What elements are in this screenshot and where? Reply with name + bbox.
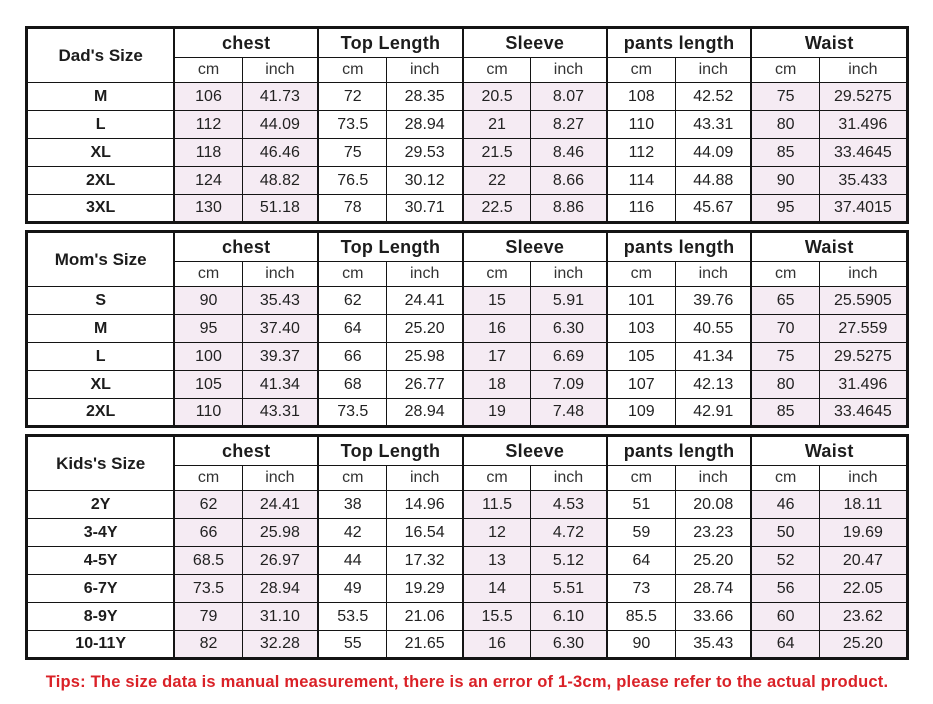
table-row [27,603,908,631]
size-cell: 19.69 [819,519,907,547]
size-label: L [27,111,175,139]
size-cell: 35.43 [676,631,752,659]
size-cell: 90 [751,167,819,195]
size-cell: 5.51 [531,575,607,603]
size-cell: 44.88 [676,167,752,195]
size-cell: 5.12 [531,547,607,575]
size-cell: 8.66 [531,167,607,195]
unit-header: cm [607,466,676,491]
size-table [25,434,909,660]
unit-header: cm [174,466,242,491]
size-cell: 14.96 [387,491,463,519]
size-cell: 6.30 [531,631,607,659]
table-row [27,111,908,139]
size-cell: 56 [751,575,819,603]
size-cell: 14 [463,575,531,603]
unit-header: inch [531,58,607,83]
size-cell: 8.46 [531,139,607,167]
size-cell: 43.31 [242,399,318,427]
size-cell: 30.12 [387,167,463,195]
size-cell: 25.98 [242,519,318,547]
unit-header: cm [463,58,531,83]
size-cell: 23.23 [676,519,752,547]
size-cell: 51.18 [242,195,318,223]
size-cell: 95 [751,195,819,223]
unit-header: cm [318,58,387,83]
column-group-header: Top Length [318,28,463,58]
size-cell: 22.5 [463,195,531,223]
size-cell: 82 [174,631,242,659]
column-group-header: Sleeve [463,232,607,262]
size-cell: 51 [607,491,676,519]
size-label: M [27,83,175,111]
size-cell: 31.496 [819,111,907,139]
size-cell: 21.65 [387,631,463,659]
size-cell: 6.10 [531,603,607,631]
table-row [27,343,908,371]
size-cell: 76.5 [318,167,387,195]
size-cell: 18.11 [819,491,907,519]
size-cell: 40.55 [676,315,752,343]
size-cell: 85 [751,139,819,167]
unit-header: cm [174,262,242,287]
size-cell: 90 [174,287,242,315]
size-cell: 118 [174,139,242,167]
size-cell: 25.20 [676,547,752,575]
size-cell: 26.77 [387,371,463,399]
size-cell: 7.48 [531,399,607,427]
size-cell: 106 [174,83,242,111]
size-cell: 28.94 [387,111,463,139]
size-cell: 35.433 [819,167,907,195]
size-cell: 42.91 [676,399,752,427]
size-cell: 44.09 [676,139,752,167]
size-label: 10-11Y [27,631,175,659]
size-cell: 70 [751,315,819,343]
size-cell: 12 [463,519,531,547]
size-cell: 20.47 [819,547,907,575]
unit-header: inch [819,58,907,83]
table-row [27,519,908,547]
size-cell: 44 [318,547,387,575]
column-group-header: chest [174,28,318,58]
size-cell: 4.72 [531,519,607,547]
table-row [27,371,908,399]
size-cell: 6.69 [531,343,607,371]
size-cell: 105 [607,343,676,371]
unit-header: inch [676,58,752,83]
size-cell: 60 [751,603,819,631]
unit-header: cm [174,58,242,83]
size-cell: 37.40 [242,315,318,343]
size-cell: 112 [174,111,242,139]
size-cell: 64 [318,315,387,343]
size-cell: 29.5275 [819,343,907,371]
size-cell: 100 [174,343,242,371]
size-cell: 16 [463,631,531,659]
size-cell: 66 [318,343,387,371]
size-cell: 50 [751,519,819,547]
unit-header: cm [463,466,531,491]
size-cell: 41.34 [676,343,752,371]
size-cell: 8.27 [531,111,607,139]
unit-header: cm [751,262,819,287]
column-group-header: chest [174,436,318,466]
size-label: 3XL [27,195,175,223]
size-cell: 64 [607,547,676,575]
size-cell: 25.98 [387,343,463,371]
size-cell: 114 [607,167,676,195]
size-cell: 17 [463,343,531,371]
size-cell: 107 [607,371,676,399]
size-cell: 25.5905 [819,287,907,315]
size-cell: 28.94 [242,575,318,603]
unit-header: inch [819,466,907,491]
size-cell: 32.28 [242,631,318,659]
size-cell: 78 [318,195,387,223]
size-cell: 31.10 [242,603,318,631]
table-title: Kids's Size [27,436,175,491]
size-cell: 65 [751,287,819,315]
size-label: 4-5Y [27,547,175,575]
size-cell: 24.41 [387,287,463,315]
column-group-header: chest [174,232,318,262]
table-row [27,631,908,659]
size-cell: 105 [174,371,242,399]
size-cell: 90 [607,631,676,659]
size-cell: 18 [463,371,531,399]
unit-header: cm [751,466,819,491]
size-cell: 80 [751,111,819,139]
table-row [27,399,908,427]
table-row [27,547,908,575]
unit-header: cm [607,58,676,83]
size-cell: 16 [463,315,531,343]
size-cell: 95 [174,315,242,343]
table-row [27,575,908,603]
size-cell: 17.32 [387,547,463,575]
size-label: S [27,287,175,315]
size-cell: 64 [751,631,819,659]
unit-header: inch [531,262,607,287]
size-cell: 22.05 [819,575,907,603]
column-group-header: Sleeve [463,436,607,466]
size-label: 2XL [27,167,175,195]
size-cell: 24.41 [242,491,318,519]
table-row [27,83,908,111]
unit-header: cm [318,262,387,287]
size-cell: 29.5275 [819,83,907,111]
size-cell: 39.37 [242,343,318,371]
size-cell: 21 [463,111,531,139]
size-cell: 75 [751,343,819,371]
unit-header: cm [318,466,387,491]
unit-header: cm [751,58,819,83]
size-cell: 62 [174,491,242,519]
unit-header: inch [676,262,752,287]
size-cell: 130 [174,195,242,223]
column-group-header: Top Length [318,436,463,466]
size-cell: 42 [318,519,387,547]
size-cell: 19 [463,399,531,427]
size-cell: 22 [463,167,531,195]
size-cell: 109 [607,399,676,427]
size-cell: 25.20 [387,315,463,343]
size-cell: 42.13 [676,371,752,399]
size-cell: 15 [463,287,531,315]
size-cell: 43.31 [676,111,752,139]
size-cell: 31.496 [819,371,907,399]
size-cell: 41.34 [242,371,318,399]
size-cell: 59 [607,519,676,547]
size-table [25,230,909,428]
size-cell: 4.53 [531,491,607,519]
size-label: 6-7Y [27,575,175,603]
size-cell: 16.54 [387,519,463,547]
size-cell: 6.30 [531,315,607,343]
size-cell: 28.35 [387,83,463,111]
size-cell: 116 [607,195,676,223]
size-cell: 46.46 [242,139,318,167]
column-group-header: Waist [751,232,907,262]
size-label: 8-9Y [27,603,175,631]
size-cell: 28.94 [387,399,463,427]
size-label: 2XL [27,399,175,427]
size-cell: 103 [607,315,676,343]
size-cell: 52 [751,547,819,575]
size-cell: 53.5 [318,603,387,631]
unit-header: inch [819,262,907,287]
size-cell: 42.52 [676,83,752,111]
unit-header: inch [242,58,318,83]
size-cell: 35.43 [242,287,318,315]
size-label: XL [27,139,175,167]
size-cell: 21.5 [463,139,531,167]
size-cell: 73.5 [318,111,387,139]
size-table [25,26,909,224]
size-cell: 110 [607,111,676,139]
size-cell: 79 [174,603,242,631]
table-row [27,139,908,167]
size-cell: 62 [318,287,387,315]
table-row [27,491,908,519]
size-cell: 8.86 [531,195,607,223]
size-cell: 5.91 [531,287,607,315]
unit-header: inch [387,58,463,83]
size-cell: 48.82 [242,167,318,195]
column-group-header: Top Length [318,232,463,262]
size-label: L [27,343,175,371]
column-group-header: pants length [607,232,752,262]
unit-header: inch [242,466,318,491]
size-cell: 85.5 [607,603,676,631]
size-cell: 75 [751,83,819,111]
size-cell: 13 [463,547,531,575]
table-title: Dad's Size [27,28,175,83]
size-cell: 124 [174,167,242,195]
size-cell: 11.5 [463,491,531,519]
unit-header: inch [676,466,752,491]
table-row [27,315,908,343]
size-cell: 73.5 [174,575,242,603]
size-cell: 33.66 [676,603,752,631]
column-group-header: Waist [751,436,907,466]
size-cell: 30.71 [387,195,463,223]
size-cell: 39.76 [676,287,752,315]
size-cell: 66 [174,519,242,547]
size-label: M [27,315,175,343]
size-cell: 38 [318,491,387,519]
column-group-header: Sleeve [463,28,607,58]
column-group-header: Waist [751,28,907,58]
size-cell: 29.53 [387,139,463,167]
size-cell: 73.5 [318,399,387,427]
column-group-header: pants length [607,436,752,466]
table-title: Mom's Size [27,232,175,287]
size-cell: 55 [318,631,387,659]
size-cell: 19.29 [387,575,463,603]
table-row [27,287,908,315]
size-cell: 68.5 [174,547,242,575]
size-label: 2Y [27,491,175,519]
column-group-header: pants length [607,28,752,58]
size-cell: 25.20 [819,631,907,659]
table-row [27,195,908,223]
size-cell: 110 [174,399,242,427]
size-cell: 20.5 [463,83,531,111]
size-cell: 33.4645 [819,139,907,167]
size-cell: 72 [318,83,387,111]
size-cell: 41.73 [242,83,318,111]
size-label: 3-4Y [27,519,175,547]
size-cell: 85 [751,399,819,427]
size-charts [25,26,909,660]
size-cell: 108 [607,83,676,111]
size-cell: 27.559 [819,315,907,343]
measurement-tip: Tips: The size data is manual measurement, there is an error of 1-3cm, please refer to the actual product. [45,673,889,691]
size-cell: 112 [607,139,676,167]
size-cell: 80 [751,371,819,399]
size-cell: 46 [751,491,819,519]
unit-header: inch [531,466,607,491]
size-cell: 37.4015 [819,195,907,223]
size-cell: 26.97 [242,547,318,575]
size-cell: 20.08 [676,491,752,519]
unit-header: inch [387,466,463,491]
size-cell: 44.09 [242,111,318,139]
size-cell: 8.07 [531,83,607,111]
size-cell: 21.06 [387,603,463,631]
size-cell: 75 [318,139,387,167]
size-cell: 101 [607,287,676,315]
size-cell: 49 [318,575,387,603]
size-cell: 45.67 [676,195,752,223]
size-cell: 73 [607,575,676,603]
unit-header: inch [242,262,318,287]
size-cell: 28.74 [676,575,752,603]
size-cell: 68 [318,371,387,399]
unit-header: inch [387,262,463,287]
unit-header: cm [607,262,676,287]
unit-header: cm [463,262,531,287]
size-cell: 15.5 [463,603,531,631]
size-cell: 7.09 [531,371,607,399]
table-row [27,167,908,195]
size-cell: 23.62 [819,603,907,631]
size-label: XL [27,371,175,399]
size-cell: 33.4645 [819,399,907,427]
